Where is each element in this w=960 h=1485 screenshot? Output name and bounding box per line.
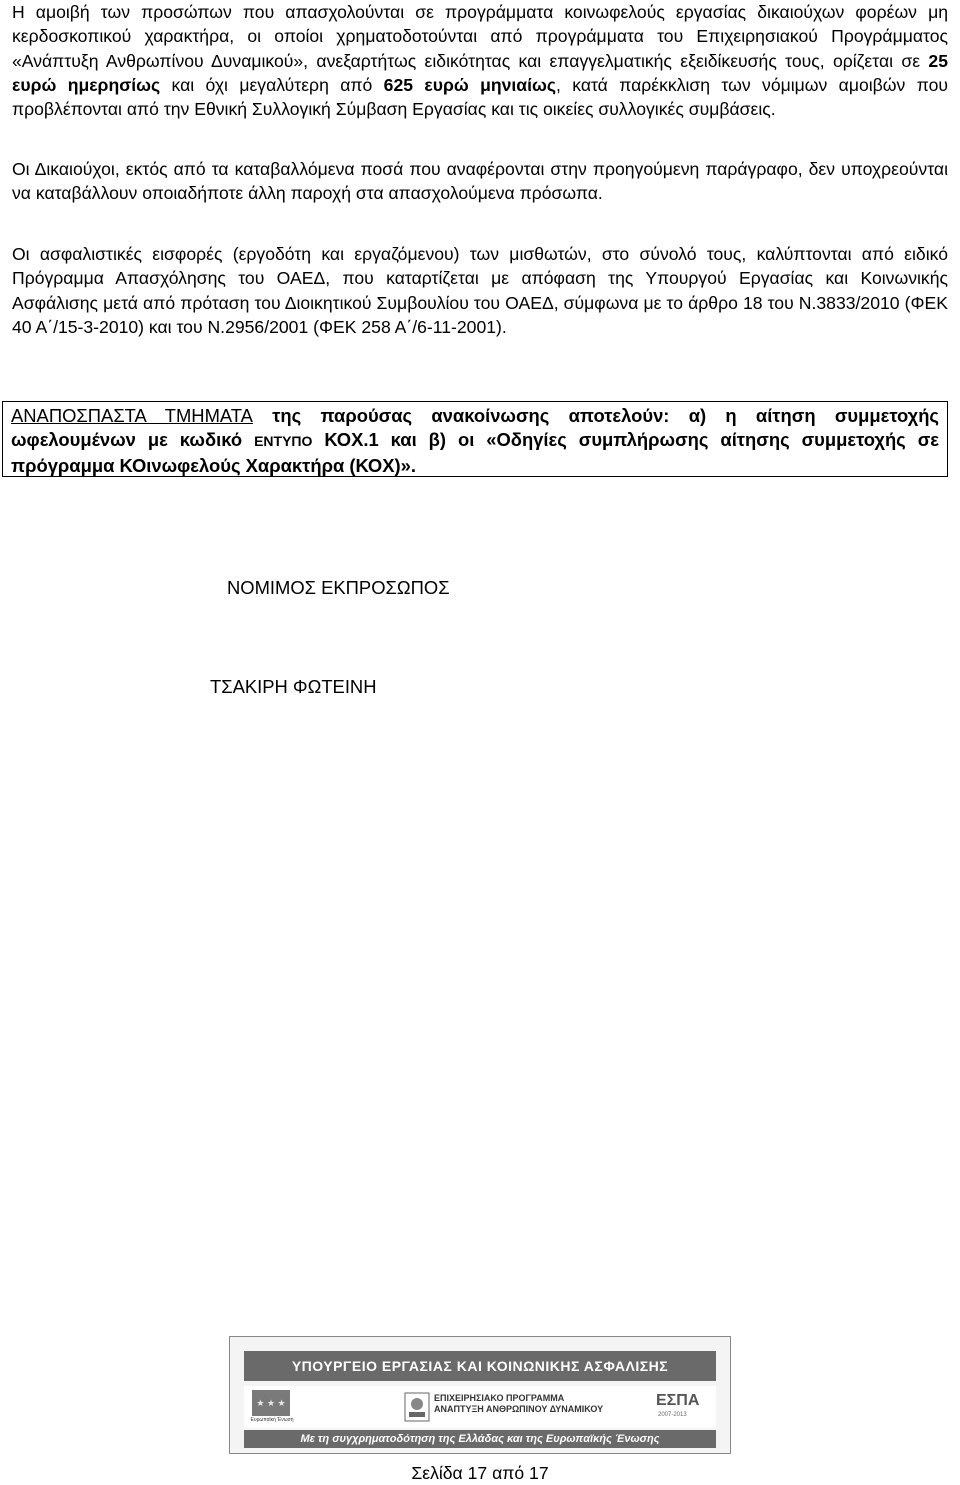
p1-daily-amount: 25 ευρώ ημερησίως <box>12 50 948 95</box>
attachments-text-1: της παρούσας ανακοίνωσης αποτελούν: α) η αίτηση συμμετοχής ωφελουμένων με κωδικό <box>11 405 939 451</box>
program-logo-icon <box>404 1392 430 1422</box>
espa-years: 2007-2013 <box>658 1412 687 1418</box>
paragraph-beneficiaries: Οι Δικαιούχοι, εκτός από τα καταβαλλόμενα ποσά που αναφέρονται στην προηγούμενη παράγραφο, δεν υποχρεούνται να καταβάλλουν οποιαδήποτε άλλη παροχή στα απασχολούμενα πρόσωπα. <box>12 159 948 204</box>
paragraph-remuneration <box>12 0 948 121</box>
attachments-form-word: ΕΝΤΥΠΟ <box>254 433 313 450</box>
p1-monthly-amount: 625 ευρώ μηνιαίως <box>383 74 556 95</box>
eu-flag-icon: ★ ★ ★ <box>252 1390 290 1416</box>
eu-label: Ευρωπαϊκή Ένωση <box>250 1417 294 1423</box>
signer-role: ΝΟΜΙΜΟΣ ΕΚΠΡΟΣΩΠΟΣ <box>227 577 450 598</box>
attachments-box <box>2 401 948 477</box>
cofunding-line: Με τη συγχρηματοδότηση της Ελλάδας και της Ευρωπαϊκής Ένωσης <box>244 1430 716 1448</box>
program-line-2: ΑΝΑΠΤΥΞΗ ΑΝΘΡΩΠΙΝΟΥ ΔΥΝΑΜΙΚΟΥ <box>434 1404 604 1414</box>
p1-text-3: , κατά παρέκκλιση των νόμιμων αμοιβών που προβλέπονται από την Εθνική Συλλογική Σύμβαση Εργασίας και τις οικείες συλλογικές συμβάσεις. <box>12 74 948 120</box>
funding-banner <box>229 1336 731 1454</box>
p1-text-2: και όχι μεγαλύτερη από <box>160 74 384 95</box>
ministry-title: ΥΠΟΥΡΓΕΙΟ ΕΡΓΑΣΙΑΣ ΚΑΙ ΚΟΙΝΩΝΙΚΗΣ ΑΣΦΑΛΙΣΗΣ <box>244 1351 716 1381</box>
program-name <box>434 1393 604 1415</box>
attachments-heading: ΑΝΑΠΟΣΠΑΣΤΑ ΤΜΗΜΑΤΑ <box>11 405 253 426</box>
attachments-text-2: ΚΟΧ.1 και β) οι «Οδηγίες συμπλήρωσης αίτησης συμμετοχής σε πρόγραμμα ΚΟινωφελούς Χαρακτήρα (ΚΟΧ)». <box>11 429 940 476</box>
page-number: Σελίδα 17 από 17 <box>411 1463 549 1483</box>
logos-row <box>244 1386 716 1428</box>
program-line-1: ΕΠΙΧΕΙΡΗΣΙΑΚΟ ΠΡΟΓΡΑΜΜΑ <box>434 1393 565 1403</box>
espa-logo: ΕΣΠΑ <box>656 1392 700 1409</box>
paragraph-insurance: Οι ασφαλιστικές εισφορές (εργοδότη και εργαζόμενου) των μισθωτών, στο σύνολό τους, καλύπτονται από ειδικό Πρόγραμμα Απασχόλησης του ΟΑΕΔ, που καταρτίζεται με απόφαση της Υπουργού Εργασίας και Κοινωνικής Ασφάλισης μετά από πρόταση του Διοικητικού Συμβουλίου του ΟΑΕΔ, σύμφωνα με το άρθρο 18 του Ν.3833/2010 (ΦΕΚ 40 Α΄/15-3-2010) και του Ν.2956/2001 (ΦΕΚ 258 Α΄/6-11-2001). <box>12 244 948 337</box>
p1-text-1: Η αμοιβή των προσώπων που απασχολούνται σε προγράμματα κοινωφελούς εργασίας δικαιούχων φορέων μη κερδοσκοπικού χαρακτήρα, οι οποίοι χρηματοδοτούνται από προγράμματα του Επιχειρησιακού Προγράμματος «Ανάπτυξη Ανθρωπίνου Δυναμικού», ανεξαρτήτως ειδικότητας και επαγγελματικής εξειδίκευσής τους, ορίζεται σε <box>12 2 948 71</box>
signer-name: ΤΣΑΚΙΡΗ ΦΩΤΕΙΝΗ <box>210 676 377 697</box>
